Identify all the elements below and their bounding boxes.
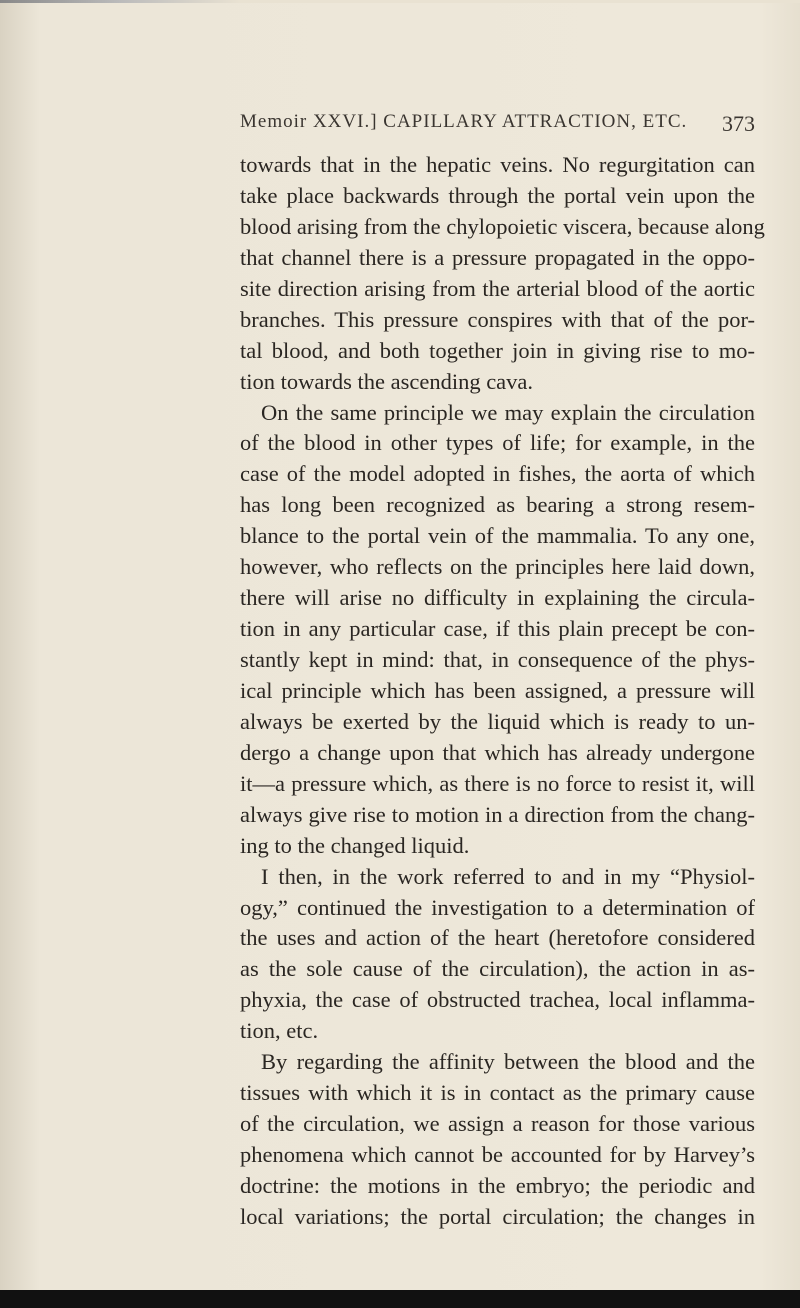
text-line: branches. This pressure conspires with that of the por-	[240, 306, 755, 332]
text-line: as the sole cause of the circulation), the action in as-	[240, 956, 755, 982]
text-line: stantly kept in mind: that, in consequence of the phys-	[240, 647, 755, 672]
text-line: of the blood in other types of life; for example, in the	[240, 430, 755, 456]
body-text	[240, 150, 765, 1233]
text-line: ical principle which has been assigned, a pressure will	[240, 677, 755, 703]
text-line: tion in any particular case, if this plain precept be con-	[240, 616, 755, 642]
text-line: it—a pressure which, as there is no force to resist it, will	[240, 770, 755, 796]
text-line: take place backwards through the portal vein upon the	[240, 182, 755, 208]
text-line: local variations; the portal circulation; the changes in	[240, 1203, 755, 1229]
text-line: phenomena which cannot be accounted for by Harvey’s	[240, 1142, 755, 1167]
text-line: the uses and action of the heart (heretofore considered	[240, 925, 755, 951]
text-line: blood arising from the chylopoietic viscera, because along	[240, 213, 765, 239]
text-line: ogy,” continued the investigation to a determination of	[240, 894, 755, 920]
page-edge-shadow	[0, 0, 800, 3]
text-line: of the circulation, we assign a reason for those various	[240, 1111, 755, 1137]
paragraph-end-line: tion towards the ascending cava.	[240, 368, 534, 394]
text-line: always be exerted by the liquid which is ready to un-	[240, 708, 755, 734]
scan-bottom-edge	[0, 1290, 800, 1308]
running-head: Memoir XXVI.] CAPILLARY ATTRACTION, ETC.	[240, 111, 688, 132]
page-header	[240, 111, 755, 139]
paragraph-start-line: On the same principle we may explain the circulation	[261, 399, 755, 425]
paragraph-end-line: tion, etc.	[240, 1018, 319, 1044]
paragraph-start-line: By regarding the affinity between the blood and the	[261, 1049, 755, 1075]
text-line: towards that in the hepatic veins. No regurgitation can	[240, 152, 755, 177]
paragraph-end-line: ing to the changed liquid.	[240, 832, 470, 858]
text-line: blance to the portal vein of the mammalia. To any one,	[240, 523, 755, 549]
text-line: tal blood, and both together join in giving rise to mo-	[240, 337, 755, 363]
text-line: that channel there is a pressure propagated in the oppo-	[240, 244, 755, 270]
paragraph-start-line: I then, in the work referred to and in my “Physiol-	[261, 863, 755, 889]
text-line: tissues with which it is in contact as the primary cause	[240, 1080, 755, 1106]
text-line: always give rise to motion in a direction from the chang-	[240, 801, 755, 827]
text-line: however, who reflects on the principles here laid down,	[240, 554, 755, 580]
page-number: 373	[722, 111, 755, 136]
text-line: doctrine: the motions in the embryo; the periodic and	[240, 1172, 755, 1198]
text-line: phyxia, the case of obstructed trachea, local inflamma-	[240, 987, 755, 1013]
text-line: has long been recognized as bearing a strong resem-	[240, 492, 755, 518]
text-line: there will arise no difficulty in explaining the circula-	[240, 585, 755, 611]
text-line: site direction arising from the arterial blood of the aortic	[240, 275, 755, 301]
text-line: case of the model adopted in fishes, the aorta of which	[240, 461, 755, 487]
text-line: dergo a change upon that which has already undergone	[240, 739, 755, 765]
